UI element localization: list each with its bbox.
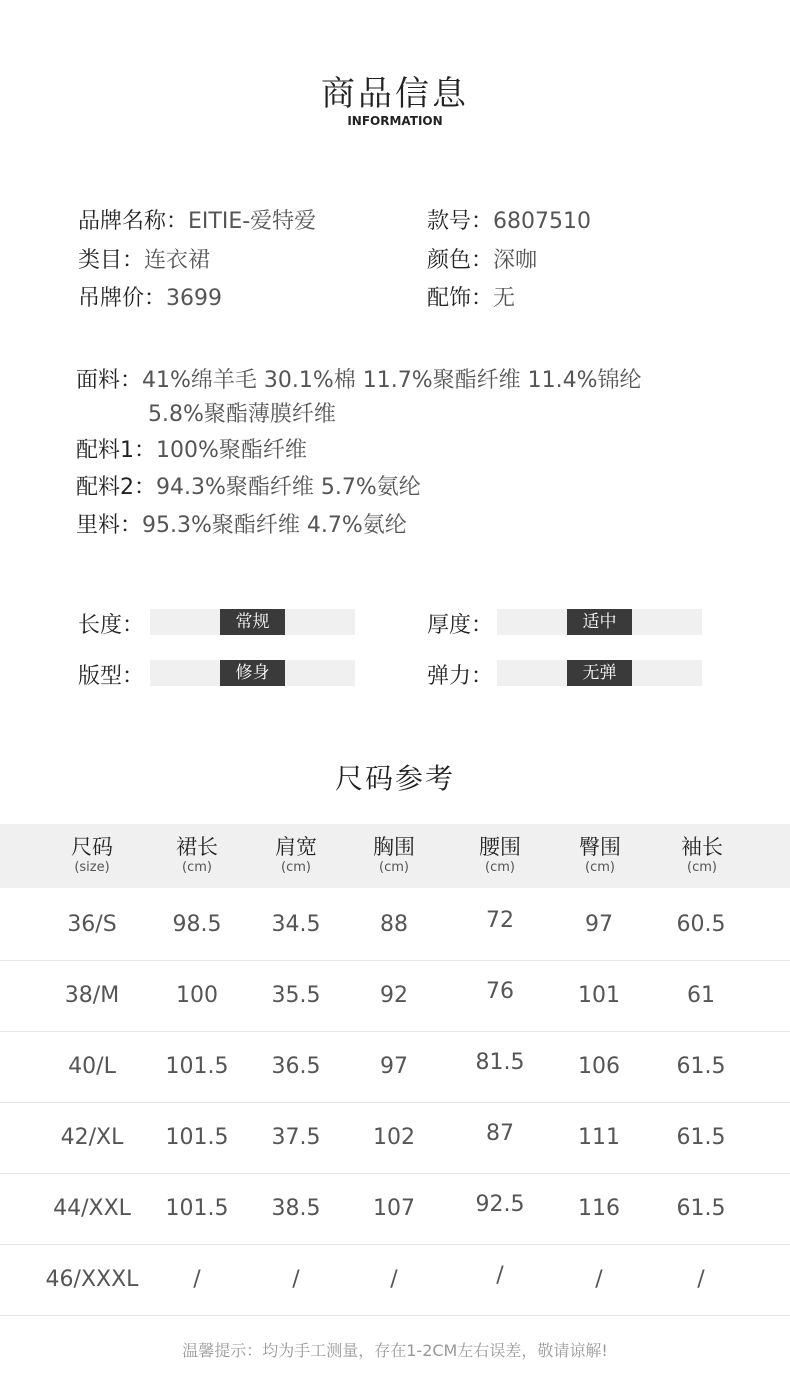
table-row: [0, 889, 790, 961]
col-header-sleeve: [652, 834, 752, 876]
cell-hip: /: [595, 1267, 603, 1292]
attr-fit-scale: [150, 660, 355, 686]
attr-fit-value: 修身: [220, 660, 285, 686]
cell-sleeve: 61.5: [676, 1054, 726, 1079]
cell-size: 40/L: [68, 1054, 116, 1079]
cell-size: 36/S: [67, 912, 117, 937]
measurement-note: 温馨提示：均为手工测量，存在1-2CM左右误差，敬请谅解!: [182, 1341, 608, 1360]
info-category-value: 连衣裙: [144, 248, 211, 273]
info-price-label: 吊牌价：: [78, 286, 167, 311]
material-trim2: [76, 470, 421, 501]
info-accessory-label: 配饰：: [427, 286, 494, 311]
col-header-name: 袖长: [681, 835, 723, 859]
col-header-name: 裙长: [176, 835, 218, 859]
cell-bust: 107: [373, 1196, 415, 1221]
cell-dress-length: 100: [176, 983, 218, 1008]
material-fabric-continued: [148, 397, 336, 428]
cell-bust: 88: [380, 912, 408, 937]
col-header-unit: (cm): [379, 860, 409, 875]
info-accessory: [427, 281, 515, 312]
cell-waist: /: [496, 1263, 504, 1288]
cell-waist: 87: [486, 1121, 514, 1146]
col-header-unit: (cm): [281, 860, 311, 875]
material-lining: [76, 508, 407, 539]
attr-elasticity-scale: [497, 660, 702, 686]
table-row: [0, 1173, 790, 1245]
info-brand: [78, 204, 316, 235]
size-table-header: [0, 824, 790, 888]
cell-size: 42/XL: [60, 1125, 124, 1150]
cell-waist: 81.5: [475, 1050, 525, 1075]
attr-length-value: 常规: [220, 609, 285, 635]
material-lining-label: 里料：: [76, 513, 143, 538]
col-header-dress-length: [147, 834, 247, 876]
col-header-name: 肩宽: [275, 835, 317, 859]
cell-shoulder: 34.5: [271, 912, 321, 937]
cell-sleeve: 61.5: [676, 1125, 726, 1150]
cell-dress-length: 101.5: [165, 1196, 229, 1221]
material-fabric-line2: 5.8%聚酯薄膜纤维: [148, 402, 336, 427]
info-color-value: 深咖: [493, 248, 538, 273]
cell-sleeve: /: [697, 1267, 705, 1292]
material-trim2-label: 配料2：: [76, 475, 156, 500]
attr-elasticity-label: 弹力：: [427, 664, 494, 689]
page-subtitle: INFORMATION: [347, 114, 443, 128]
cell-bust: 92: [380, 983, 408, 1008]
attr-fit-label: 版型：: [78, 664, 145, 689]
attr-elasticity-value: 无弹: [567, 660, 632, 686]
info-category-label: 类目：: [78, 248, 145, 273]
cell-hip: 101: [578, 983, 620, 1008]
col-header-unit: (cm): [687, 860, 717, 875]
info-price: [78, 281, 222, 312]
cell-hip: 97: [585, 912, 613, 937]
col-header-unit: (cm): [585, 860, 615, 875]
info-brand-value: EITIE-爱特爱: [188, 209, 317, 234]
material-fabric: [76, 363, 642, 394]
attr-length-scale: [150, 609, 355, 635]
col-header-name: 腰围: [479, 835, 521, 859]
cell-bust: 102: [373, 1125, 415, 1150]
info-style-no-value: 6807510: [493, 209, 591, 234]
page-title: 商品信息: [321, 74, 469, 114]
info-style-no-label: 款号：: [427, 209, 494, 234]
col-header-unit: (cm): [485, 860, 515, 875]
info-price-value: 3699: [166, 286, 223, 311]
cell-size: 38/M: [64, 983, 120, 1008]
col-header-name: 臀围: [579, 835, 621, 859]
cell-shoulder: 38.5: [271, 1196, 321, 1221]
material-trim1: [76, 433, 307, 464]
cell-size: 46/XXXL: [45, 1267, 139, 1292]
cell-hip: 116: [578, 1196, 620, 1221]
table-row: [0, 960, 790, 1032]
cell-hip: 106: [578, 1054, 620, 1079]
attr-length-label: 长度：: [78, 613, 145, 638]
cell-shoulder: 36.5: [271, 1054, 321, 1079]
cell-waist: 72: [486, 908, 514, 933]
cell-waist: 76: [486, 979, 514, 1004]
attr-thickness-value: 适中: [567, 609, 632, 635]
col-header-shoulder: [246, 834, 346, 876]
col-header-unit: (size): [74, 860, 110, 875]
info-brand-label: 品牌名称：: [78, 209, 189, 234]
material-fabric-label: 面料：: [76, 368, 143, 393]
cell-sleeve: 61.5: [676, 1196, 726, 1221]
col-header-unit: (cm): [182, 860, 212, 875]
cell-shoulder: 35.5: [271, 983, 321, 1008]
col-header-name: 尺码: [71, 835, 113, 859]
cell-shoulder: 37.5: [271, 1125, 321, 1150]
material-trim2-value: 94.3%聚酯纤维 5.7%氨纶: [156, 475, 421, 500]
cell-sleeve: 60.5: [676, 912, 726, 937]
cell-bust: /: [390, 1267, 398, 1292]
cell-hip: 111: [578, 1125, 620, 1150]
material-trim1-label: 配料1：: [76, 438, 156, 463]
col-header-waist: [450, 834, 550, 876]
col-header-name: 胸围: [373, 835, 415, 859]
material-trim1-value: 100%聚酯纤维: [156, 438, 307, 463]
cell-dress-length: 101.5: [165, 1125, 229, 1150]
col-header-bust: [344, 834, 444, 876]
attr-thickness-scale: [497, 609, 702, 635]
material-fabric-line1: 41%绵羊毛 30.1%棉 11.7%聚酯纤维 11.4%锦纶: [142, 368, 642, 393]
cell-shoulder: /: [292, 1267, 300, 1292]
info-style-no: [427, 204, 591, 235]
cell-dress-length: 101.5: [165, 1054, 229, 1079]
cell-dress-length: 98.5: [172, 912, 222, 937]
cell-size: 44/XXL: [53, 1196, 131, 1221]
table-row: [0, 1102, 790, 1174]
info-accessory-value: 无: [493, 286, 516, 311]
cell-sleeve: 61: [687, 983, 715, 1008]
table-row: [0, 1031, 790, 1103]
material-lining-value: 95.3%聚酯纤维 4.7%氨纶: [142, 513, 407, 538]
cell-waist: 92.5: [475, 1192, 525, 1217]
col-header-hip: [550, 834, 650, 876]
info-color: [427, 243, 537, 274]
table-row: [0, 1244, 790, 1316]
info-color-label: 颜色：: [427, 248, 494, 273]
cell-dress-length: /: [193, 1267, 201, 1292]
col-header-size: [42, 834, 142, 876]
attr-thickness-label: 厚度：: [427, 613, 494, 638]
cell-bust: 97: [380, 1054, 408, 1079]
info-category: [78, 243, 210, 274]
size-chart-title: 尺码参考: [334, 762, 455, 795]
